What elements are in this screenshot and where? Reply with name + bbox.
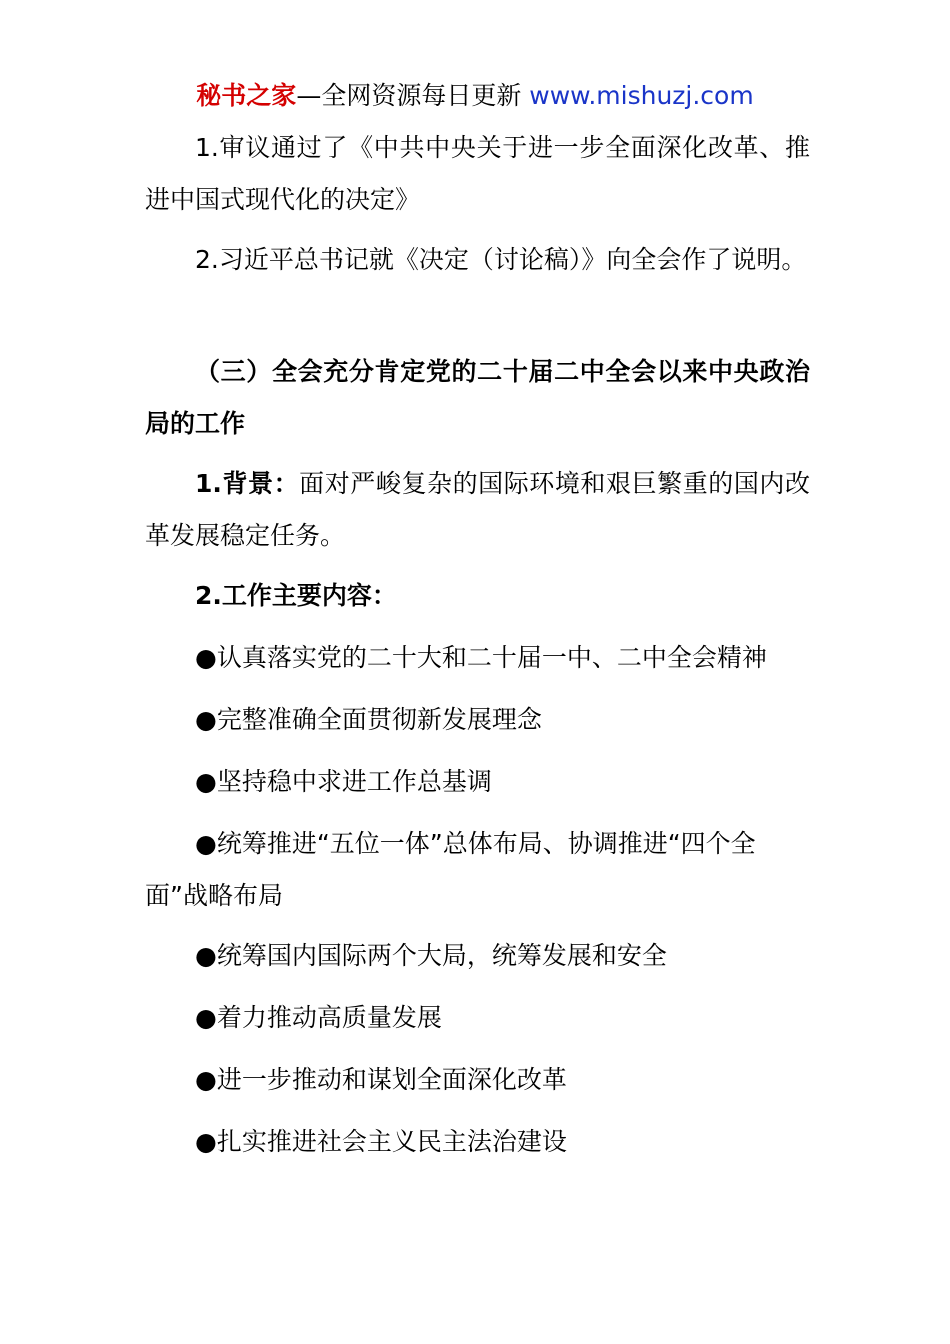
work-content-heading: 2.工作主要内容： xyxy=(195,581,397,610)
background-label: 1.背景： xyxy=(195,469,300,498)
paragraph-2: 2.习近平总书记就《决定（讨论稿）》向全会作了说明。 xyxy=(195,245,807,274)
list-item: ●进一步推动和谋划全面深化改革 xyxy=(195,1065,567,1094)
background-text: 面对严峻复杂的国际环境和艰巨繁重的国内改革发展稳定任务。 xyxy=(145,469,810,550)
list-item: ●统筹国内国际两个大局，统筹发展和安全 xyxy=(195,941,667,970)
header-separator: — xyxy=(296,81,322,110)
paragraph-1: 1.审议通过了《中共中央关于进一步全面深化改革、推进中国式现代化的决定》 xyxy=(145,133,810,214)
section-3-title: （三）全会充分肯定党的二十届二中全会以来中央政治局的工作 xyxy=(145,357,810,438)
header-tagline: 全网资源每日更新 xyxy=(321,81,522,110)
site-link[interactable]: www.mishuzj.com xyxy=(529,81,754,110)
list-item: ●坚持稳中求进工作总基调 xyxy=(195,767,492,796)
list-item: ●统筹推进“五位一体”总体布局、协调推进“四个全面”战略布局 xyxy=(145,829,756,910)
background-paragraph xyxy=(145,458,810,562)
list-item: ●完整准确全面贯彻新发展理念 xyxy=(195,705,542,734)
list-item: ●扎实推进社会主义民主法治建设 xyxy=(195,1127,567,1156)
list-item: ●着力推动高质量发展 xyxy=(195,1003,442,1032)
brand-name: 秘书之家 xyxy=(196,81,297,110)
page-header xyxy=(0,80,950,112)
list-item: ●认真落实党的二十大和二十届一中、二中全会精神 xyxy=(195,643,767,672)
